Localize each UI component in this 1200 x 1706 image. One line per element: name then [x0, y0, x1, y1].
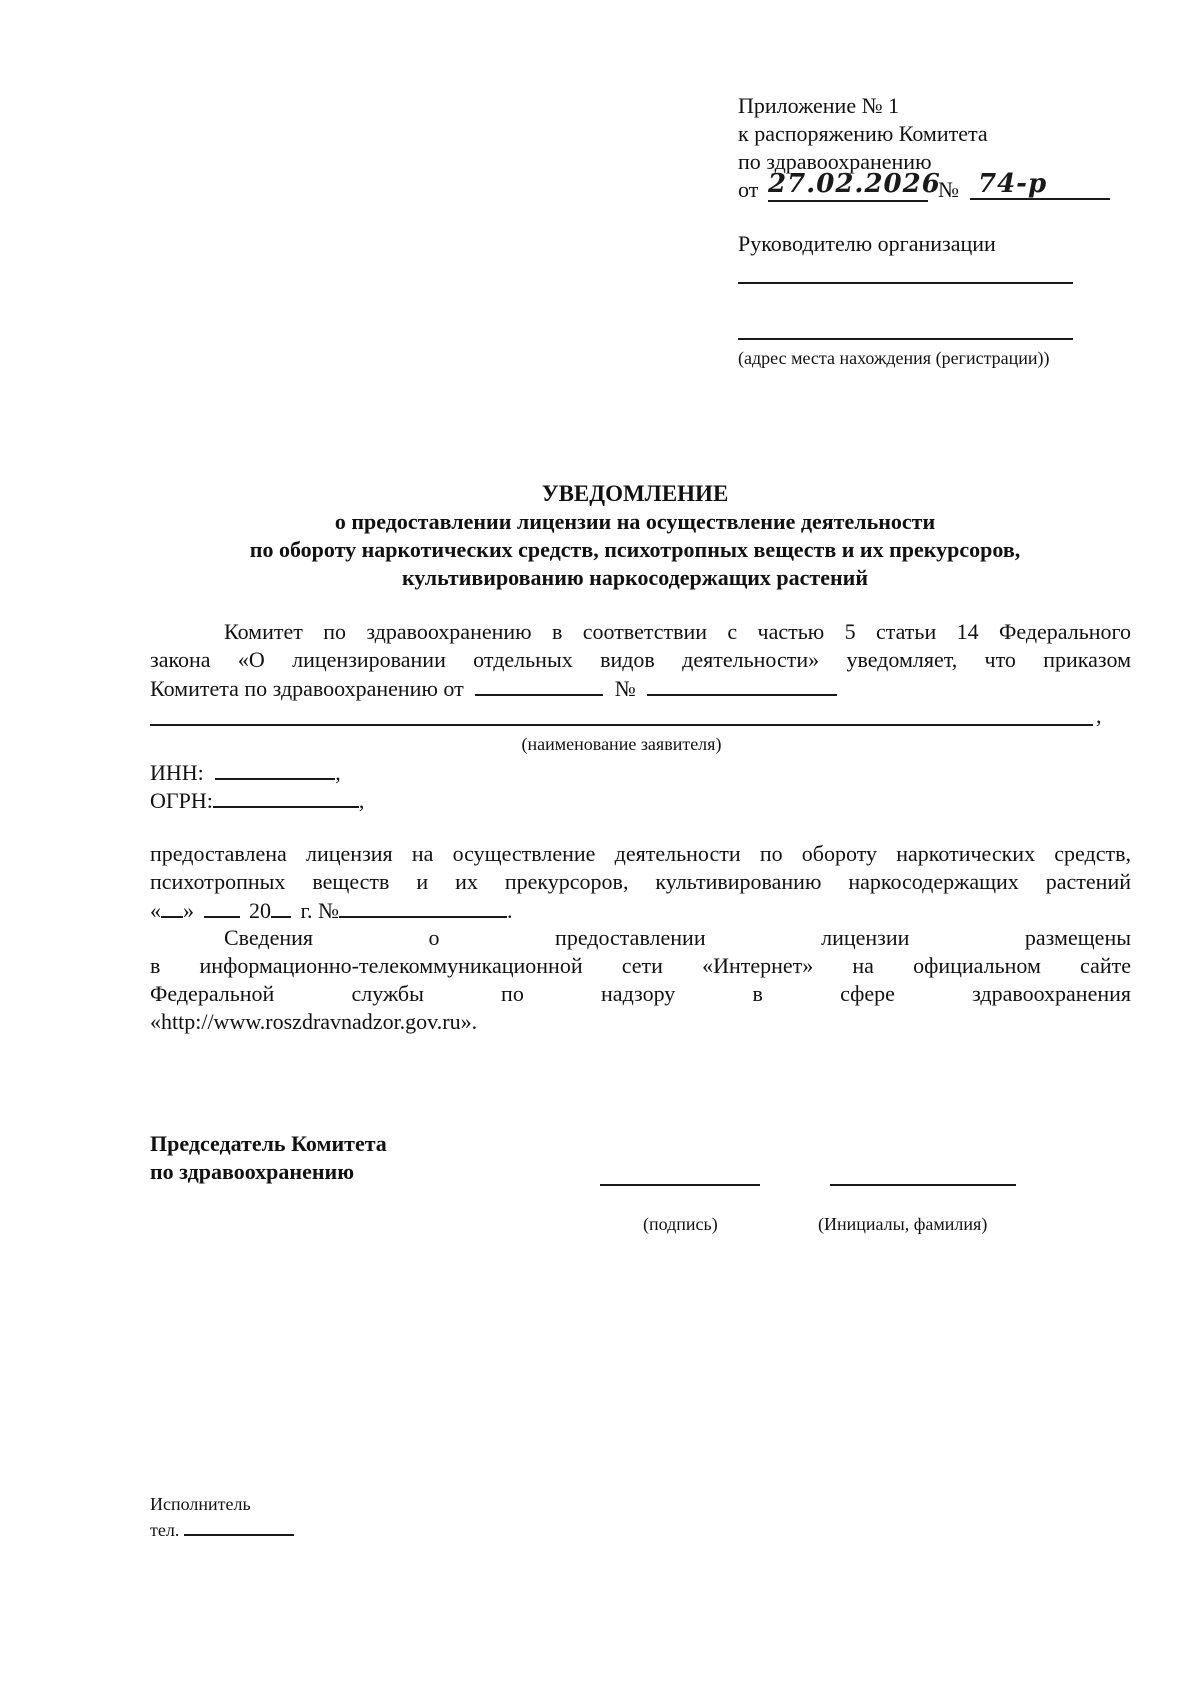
- name-caption: (Инициалы, фамилия): [818, 1214, 988, 1234]
- phone-blank: [184, 1518, 294, 1536]
- inn-label: ИНН:: [150, 760, 204, 785]
- appendix-title: Приложение № 1: [738, 93, 900, 118]
- paragraph-1-line-1: Комитет по здравоохранению в соответствии с частью 5 статьи 14 Федерального: [224, 619, 1131, 644]
- paragraph-3-line-2: в информационно-телекоммуникационной сети «Интернет» на официальном сайте: [150, 953, 1131, 978]
- appendix-date-row: [738, 169, 1113, 206]
- year-blank: [271, 896, 291, 918]
- paragraph-3-line-1: Сведения о предоставлении лицензии размещены: [224, 925, 1131, 950]
- inn-blank: [215, 758, 335, 780]
- paragraph-1-line-3: [150, 674, 1131, 703]
- applicant-name-line: [150, 724, 1093, 726]
- paragraph-2-line-1: предоставлена лицензия на осуществление деятельности по обороту наркотических средств,: [150, 841, 1131, 866]
- document-subtitle-2: по обороту наркотических средств, психотропных веществ и их прекурсоров,: [249, 537, 1021, 562]
- name-line: [830, 1184, 1016, 1186]
- number-prefix: №: [938, 177, 959, 202]
- day-blank: [161, 896, 183, 918]
- close-quote: »: [183, 898, 194, 923]
- order-date-label: Комитета по здравоохранению от: [150, 676, 464, 701]
- license-number-blank: [339, 896, 507, 918]
- executor-label: Исполнитель: [150, 1494, 251, 1514]
- recipient-name-line: [738, 282, 1073, 284]
- order-number-blank: [647, 674, 837, 696]
- order-number-label: №: [614, 676, 636, 701]
- signature-caption: (подпись): [643, 1214, 718, 1234]
- paragraph-3-line-3: Федеральной службы по надзору в сфере здравоохранения: [150, 981, 1131, 1006]
- document-title: УВЕДОМЛЕНИЕ: [541, 481, 729, 506]
- year-prefix: 20: [249, 898, 271, 923]
- applicant-comma: ,: [1096, 703, 1102, 728]
- recipient-address-line: [738, 338, 1073, 340]
- address-caption: (адрес места нахождения (регистрации)): [738, 348, 1050, 368]
- recipient-label: Руководителю организации: [738, 231, 996, 256]
- ogrn-comma: ,: [358, 788, 365, 813]
- handwritten-number: 74-р: [970, 170, 1110, 200]
- order-date-blank: [475, 674, 603, 696]
- signatory-position-line-1: Председатель Комитета: [150, 1131, 387, 1156]
- date-prefix: от: [738, 177, 759, 202]
- paragraph-3-line-4: «http://www.roszdravnadzor.gov.ru».: [150, 1009, 478, 1034]
- open-quote: «: [150, 898, 161, 923]
- document-subtitle-3: культивированию наркосодержащих растений: [401, 565, 869, 590]
- appendix-line3: по здравоохранению: [738, 149, 932, 174]
- ogrn-blank: [213, 786, 359, 808]
- signatory-position-line-2: по здравоохранению: [150, 1159, 355, 1184]
- document-subtitle-1: о предоставлении лицензии на осуществление деятельности: [334, 509, 936, 534]
- appendix-line2: к распоряжению Комитета: [738, 121, 988, 146]
- period: .: [507, 898, 513, 923]
- signature-line: [600, 1184, 760, 1186]
- handwritten-date: 27.02.2026: [768, 170, 928, 202]
- inn-row: [150, 758, 341, 787]
- paragraph-2-line-3: [150, 896, 513, 925]
- month-blank: [204, 896, 240, 918]
- phone-label: тел.: [150, 1520, 180, 1540]
- applicant-caption: (наименование заявителя): [521, 734, 722, 754]
- paragraph-2-line-2: психотропных веществ и их прекурсоров, культивированию наркосодержащих растений: [150, 869, 1131, 894]
- license-number-label: г. №: [300, 898, 340, 923]
- inn-comma: ,: [335, 760, 341, 785]
- ogrn-row: [150, 786, 364, 815]
- phone-row: [150, 1516, 294, 1544]
- ogrn-label: ОГРН:: [150, 788, 213, 813]
- paragraph-1-line-2: закона «О лицензировании отдельных видов деятельности» уведомляет, что приказом: [150, 647, 1131, 672]
